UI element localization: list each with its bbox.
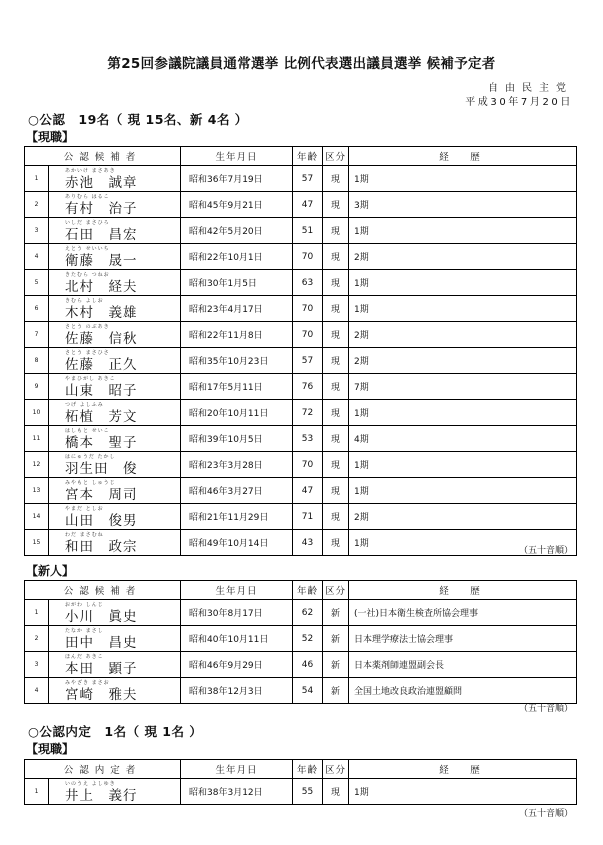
candidate-name-cell: [49, 530, 181, 556]
col-header-kubun: 区分: [323, 147, 349, 166]
candidate-name: 北村 経夫: [65, 279, 138, 295]
row-number: 4: [25, 678, 49, 704]
kubun: 現: [323, 478, 349, 504]
kubun: 新: [323, 626, 349, 652]
row-number: 5: [25, 270, 49, 296]
career: 4期: [349, 426, 577, 452]
col-header-birth: 生年月日: [181, 760, 293, 779]
age: 47: [293, 478, 323, 504]
kubun: 現: [323, 322, 349, 348]
kubun: 現: [323, 270, 349, 296]
kubun: 新: [323, 652, 349, 678]
row-number: 3: [25, 218, 49, 244]
name-furigana: はにゅうだ たかし: [65, 454, 116, 460]
name-furigana: つげ よしふみ: [65, 402, 104, 408]
kubun: 現: [323, 426, 349, 452]
candidate-name-cell: [49, 218, 181, 244]
name-furigana: あかいけ まさあき: [65, 168, 116, 174]
row-number: 1: [25, 600, 49, 626]
birth-date: 昭和39年10月5日: [181, 426, 293, 452]
age: 76: [293, 374, 323, 400]
candidate-row: [25, 270, 577, 296]
candidate-name: 井上 義行: [65, 788, 138, 804]
candidate-name: 佐藤 正久: [65, 357, 138, 373]
col-header-name: 公認候補者: [25, 147, 181, 166]
career: 1期: [349, 218, 577, 244]
birth-date: 昭和30年8月17日: [181, 600, 293, 626]
career: 全国土地改良政治連盟顧問: [349, 678, 577, 704]
candidate-name-cell: [49, 779, 181, 805]
age: 57: [293, 166, 323, 192]
candidate-name-cell: [49, 504, 181, 530]
row-number: 9: [25, 374, 49, 400]
candidate-table-newcomer: [24, 580, 577, 704]
name-furigana: やまひがし あきこ: [65, 376, 116, 382]
birth-date: 昭和46年9月29日: [181, 652, 293, 678]
birth-date: 昭和36年7月19日: [181, 166, 293, 192]
name-furigana: ほんだ あきこ: [65, 654, 104, 660]
name-furigana: たなか まさし: [65, 628, 104, 634]
candidate-row: [25, 530, 577, 556]
candidate-row: [25, 678, 577, 704]
candidate-name-cell: [49, 348, 181, 374]
row-number: 1: [25, 779, 49, 805]
age: 70: [293, 452, 323, 478]
career: 1期: [349, 400, 577, 426]
candidate-name: 宮本 周司: [65, 487, 138, 503]
table-header-row: [25, 581, 577, 600]
age: 43: [293, 530, 323, 556]
candidate-row: [25, 166, 577, 192]
order-note: （五十音順）: [518, 546, 573, 556]
party-name: 自由民主党: [488, 83, 573, 94]
col-header-career: 経 歴: [349, 581, 577, 600]
col-header-birth: 生年月日: [181, 147, 293, 166]
name-furigana: いしだ まさひろ: [65, 220, 110, 226]
candidate-row: [25, 504, 577, 530]
name-furigana: わだ まさむね: [65, 532, 104, 538]
name-furigana: おがわ しんじ: [65, 602, 104, 608]
kubun: 新: [323, 600, 349, 626]
subheading-incumbent: 【現職】: [26, 130, 75, 144]
age: 71: [293, 504, 323, 530]
candidate-name: 衛藤 晟一: [65, 253, 138, 269]
candidate-name: 山東 昭子: [65, 383, 138, 399]
candidate-name-cell: [49, 296, 181, 322]
birth-date: 昭和23年4月17日: [181, 296, 293, 322]
age: 57: [293, 348, 323, 374]
age: 52: [293, 626, 323, 652]
birth-date: 昭和17年5月11日: [181, 374, 293, 400]
birth-date: 昭和49年10月14日: [181, 530, 293, 556]
candidate-name: 小川 眞史: [65, 609, 138, 625]
candidate-name-cell: [49, 374, 181, 400]
career: 2期: [349, 348, 577, 374]
row-number: 1: [25, 166, 49, 192]
name-furigana: やまだ としお: [65, 506, 104, 512]
age: 53: [293, 426, 323, 452]
career: 1期: [349, 296, 577, 322]
row-number: 2: [25, 192, 49, 218]
age: 70: [293, 322, 323, 348]
candidate-table-incumbent: [24, 146, 577, 556]
candidate-row: [25, 244, 577, 270]
kubun: 現: [323, 244, 349, 270]
candidate-name: 赤池 誠章: [65, 175, 138, 191]
kubun: 現: [323, 166, 349, 192]
candidate-name-cell: [49, 626, 181, 652]
col-header-birth: 生年月日: [181, 581, 293, 600]
birth-date: 昭和30年1月5日: [181, 270, 293, 296]
kubun: 現: [323, 530, 349, 556]
section-heading-kounin: ○公認 19名（ 現 15名、新 4名 ）: [28, 112, 248, 127]
age: 70: [293, 296, 323, 322]
age: 63: [293, 270, 323, 296]
age: 72: [293, 400, 323, 426]
age: 54: [293, 678, 323, 704]
row-number: 12: [25, 452, 49, 478]
candidate-name-cell: [49, 652, 181, 678]
candidate-row: [25, 600, 577, 626]
birth-date: 昭和38年12月3日: [181, 678, 293, 704]
issue-date: 平成30年7月20日: [465, 97, 573, 108]
col-header-name: 公認候補者: [25, 581, 181, 600]
birth-date: 昭和45年9月21日: [181, 192, 293, 218]
career: 1期: [349, 779, 577, 805]
candidate-name-cell: [49, 478, 181, 504]
birth-date: 昭和35年10月23日: [181, 348, 293, 374]
order-note: （五十音順）: [518, 704, 573, 714]
name-furigana: えとう せいいち: [65, 246, 110, 252]
candidate-name-cell: [49, 600, 181, 626]
career: 1期: [349, 452, 577, 478]
name-furigana: さとう まさひさ: [65, 350, 110, 356]
candidate-row: [25, 426, 577, 452]
candidate-name-cell: [49, 270, 181, 296]
candidate-name-cell: [49, 192, 181, 218]
col-header-kubun: 区分: [323, 760, 349, 779]
kubun: 現: [323, 296, 349, 322]
kubun: 現: [323, 348, 349, 374]
birth-date: 昭和22年11月8日: [181, 322, 293, 348]
subheading-incumbent: 【現職】: [26, 742, 75, 756]
candidate-name-cell: [49, 426, 181, 452]
name-furigana: みやもと しゅうじ: [65, 480, 116, 486]
birth-date: 昭和23年3月28日: [181, 452, 293, 478]
row-number: 10: [25, 400, 49, 426]
candidate-name: 柘植 芳文: [65, 409, 138, 425]
candidate-name: 有村 治子: [65, 201, 138, 217]
candidate-name-cell: [49, 322, 181, 348]
age: 46: [293, 652, 323, 678]
kubun: 新: [323, 678, 349, 704]
career: (一社)日本衛生検査所協会理事: [349, 600, 577, 626]
birth-date: 昭和21年11月29日: [181, 504, 293, 530]
row-number: 8: [25, 348, 49, 374]
candidate-name-cell: [49, 678, 181, 704]
row-number: 13: [25, 478, 49, 504]
candidate-name-cell: [49, 244, 181, 270]
birth-date: 昭和22年10月1日: [181, 244, 293, 270]
name-furigana: きむら よしお: [65, 298, 104, 304]
career: 7期: [349, 374, 577, 400]
row-number: 11: [25, 426, 49, 452]
candidate-name: 田中 昌史: [65, 635, 138, 651]
kubun: 現: [323, 374, 349, 400]
candidate-row: [25, 400, 577, 426]
col-header-career: 経 歴: [349, 147, 577, 166]
candidate-name: 佐藤 信秋: [65, 331, 138, 347]
name-furigana: みやざき まさお: [65, 680, 110, 686]
row-number: 3: [25, 652, 49, 678]
section-heading-kounin-naitei: ○公認内定 1名（ 現 1名 ）: [28, 724, 203, 739]
career: 2期: [349, 504, 577, 530]
career: 1期: [349, 166, 577, 192]
col-header-kubun: 区分: [323, 581, 349, 600]
career: 1期: [349, 530, 577, 556]
candidate-name: 木村 義雄: [65, 305, 138, 321]
row-number: 14: [25, 504, 49, 530]
candidate-name-cell: [49, 400, 181, 426]
candidate-row: [25, 374, 577, 400]
career: 3期: [349, 192, 577, 218]
age: 70: [293, 244, 323, 270]
age: 55: [293, 779, 323, 805]
row-number: 6: [25, 296, 49, 322]
table-header-row: [25, 147, 577, 166]
row-number: 15: [25, 530, 49, 556]
candidate-name: 宮崎 雅夫: [65, 687, 138, 703]
table-header-row: [25, 760, 577, 779]
col-header-age: 年齢: [293, 581, 323, 600]
col-header-name: 公認内定者: [25, 760, 181, 779]
candidate-name: 和田 政宗: [65, 539, 138, 555]
career: 1期: [349, 478, 577, 504]
document-title: 第25回参議院議員通常選挙 比例代表選出議員選挙 候補予定者: [107, 56, 496, 72]
kubun: 現: [323, 452, 349, 478]
kubun: 現: [323, 779, 349, 805]
candidate-name-cell: [49, 166, 181, 192]
candidate-row: [25, 218, 577, 244]
birth-date: 昭和42年5月20日: [181, 218, 293, 244]
subheading-newcomer: 【新人】: [26, 564, 75, 578]
age: 47: [293, 192, 323, 218]
candidate-row: [25, 322, 577, 348]
birth-date: 昭和46年3月27日: [181, 478, 293, 504]
age: 51: [293, 218, 323, 244]
candidate-name: 羽生田 俊: [65, 461, 138, 477]
kubun: 現: [323, 218, 349, 244]
name-furigana: いのうえ よしゆき: [65, 781, 116, 787]
candidate-row: [25, 452, 577, 478]
col-header-career: 経 歴: [349, 760, 577, 779]
row-number: 2: [25, 626, 49, 652]
career: 日本薬剤師連盟副会長: [349, 652, 577, 678]
candidate-name: 橋本 聖子: [65, 435, 138, 451]
candidate-name-cell: [49, 452, 181, 478]
age: 62: [293, 600, 323, 626]
candidate-row: [25, 652, 577, 678]
row-number: 4: [25, 244, 49, 270]
col-header-age: 年齢: [293, 147, 323, 166]
candidate-name: 石田 昌宏: [65, 227, 138, 243]
name-furigana: ありむら はるこ: [65, 194, 110, 200]
candidate-row: [25, 192, 577, 218]
career: 2期: [349, 244, 577, 270]
birth-date: 昭和40年10月11日: [181, 626, 293, 652]
kubun: 現: [323, 192, 349, 218]
career: 1期: [349, 270, 577, 296]
candidate-table-naitei: [24, 759, 577, 805]
row-number: 7: [25, 322, 49, 348]
candidate-name: 本田 顕子: [65, 661, 138, 677]
birth-date: 昭和20年10月11日: [181, 400, 293, 426]
candidate-row: [25, 348, 577, 374]
name-furigana: きたむら つねお: [65, 272, 110, 278]
candidate-row: [25, 296, 577, 322]
kubun: 現: [323, 504, 349, 530]
candidate-name: 山田 俊男: [65, 513, 138, 529]
order-note: （五十音順）: [518, 809, 573, 819]
career: 日本理学療法士協会理事: [349, 626, 577, 652]
candidate-row: [25, 779, 577, 805]
kubun: 現: [323, 400, 349, 426]
col-header-age: 年齢: [293, 760, 323, 779]
name-furigana: さとう のぶあき: [65, 324, 110, 330]
candidate-row: [25, 478, 577, 504]
candidate-row: [25, 626, 577, 652]
birth-date: 昭和38年3月12日: [181, 779, 293, 805]
name-furigana: はしもと せいこ: [65, 428, 110, 434]
career: 2期: [349, 322, 577, 348]
